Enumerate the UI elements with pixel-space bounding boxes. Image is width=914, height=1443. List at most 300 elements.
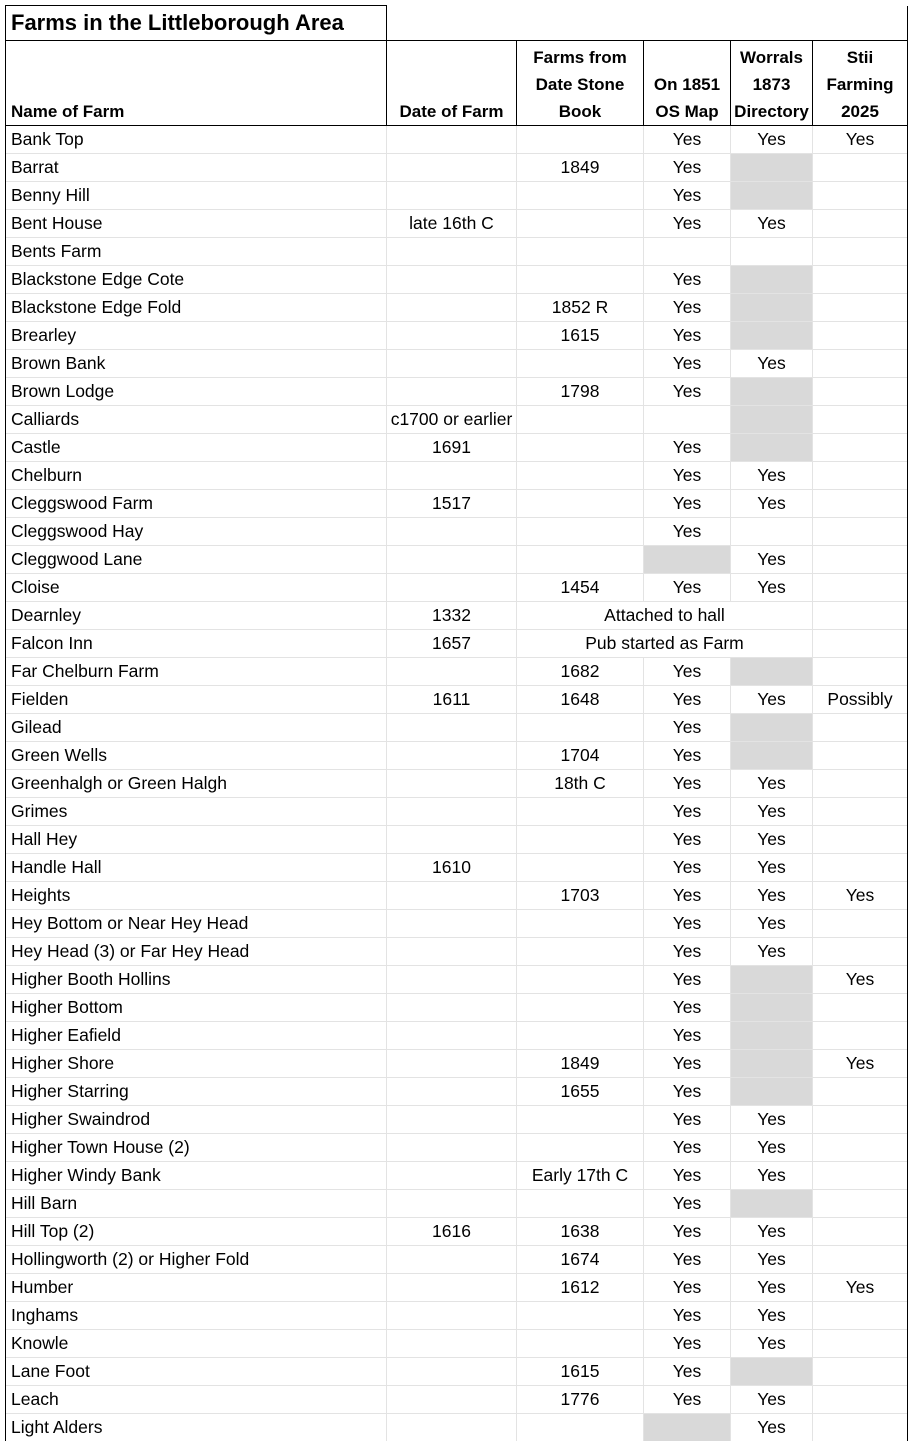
worrals-cell[interactable] <box>731 238 813 266</box>
date-of-farm-cell[interactable]: 1611 <box>387 686 517 714</box>
farm-name-cell[interactable]: Brown Lodge <box>6 378 387 406</box>
date-of-farm-cell[interactable] <box>387 1050 517 1078</box>
worrals-cell[interactable]: Yes <box>731 350 813 378</box>
farm-name-cell[interactable]: Far Chelburn Farm <box>6 658 387 686</box>
date-stone-cell[interactable] <box>517 854 644 882</box>
os-map-cell[interactable]: Yes <box>644 910 731 938</box>
os-map-cell[interactable]: Yes <box>644 1330 731 1358</box>
date-stone-cell[interactable]: 1798 <box>517 378 644 406</box>
date-of-farm-cell[interactable]: 1657 <box>387 630 517 658</box>
date-stone-cell[interactable] <box>517 1330 644 1358</box>
date-stone-cell[interactable] <box>517 1022 644 1050</box>
os-map-cell[interactable]: Yes <box>644 1022 731 1050</box>
still-farming-cell[interactable] <box>813 1414 908 1442</box>
still-farming-cell[interactable] <box>813 490 908 518</box>
date-stone-cell[interactable]: 1849 <box>517 154 644 182</box>
date-stone-cell[interactable] <box>517 126 644 154</box>
still-farming-cell[interactable] <box>813 910 908 938</box>
date-of-farm-cell[interactable] <box>387 742 517 770</box>
still-farming-cell[interactable] <box>813 630 908 658</box>
date-of-farm-cell[interactable] <box>387 826 517 854</box>
date-of-farm-cell[interactable] <box>387 938 517 966</box>
os-map-cell[interactable] <box>644 1414 731 1442</box>
farm-name-cell[interactable]: Hall Hey <box>6 826 387 854</box>
farm-name-cell[interactable]: Grimes <box>6 798 387 826</box>
still-farming-cell[interactable] <box>813 462 908 490</box>
date-stone-cell[interactable] <box>517 490 644 518</box>
farm-name-cell[interactable]: Light Alders <box>6 1414 387 1442</box>
still-farming-cell[interactable] <box>813 1386 908 1414</box>
farm-name-cell[interactable]: Hey Head (3) or Far Hey Head <box>6 938 387 966</box>
farm-name-cell[interactable]: Lane Foot <box>6 1358 387 1386</box>
worrals-cell[interactable]: Yes <box>731 1386 813 1414</box>
still-farming-cell[interactable] <box>813 1078 908 1106</box>
farm-name-cell[interactable]: Higher Windy Bank <box>6 1162 387 1190</box>
farm-name-cell[interactable]: Hill Barn <box>6 1190 387 1218</box>
farm-name-cell[interactable]: Cloise <box>6 574 387 602</box>
worrals-cell[interactable]: Yes <box>731 1414 813 1442</box>
farm-name-cell[interactable]: Bent House <box>6 210 387 238</box>
still-farming-cell[interactable] <box>813 742 908 770</box>
farm-name-cell[interactable]: Brearley <box>6 322 387 350</box>
still-farming-cell[interactable] <box>813 602 908 630</box>
date-stone-cell[interactable]: 1648 <box>517 686 644 714</box>
date-of-farm-cell[interactable] <box>387 1190 517 1218</box>
date-stone-cell[interactable] <box>517 1106 644 1134</box>
os-map-cell[interactable]: Yes <box>644 518 731 546</box>
still-farming-cell[interactable] <box>813 518 908 546</box>
date-of-farm-cell[interactable] <box>387 1414 517 1442</box>
worrals-cell[interactable] <box>731 1358 813 1386</box>
os-map-cell[interactable]: Yes <box>644 1190 731 1218</box>
farm-name-cell[interactable]: Higher Bottom <box>6 994 387 1022</box>
farm-name-cell[interactable]: Blackstone Edge Fold <box>6 294 387 322</box>
blank-cell[interactable] <box>731 6 813 41</box>
farm-name-cell[interactable]: Cleggwood Lane <box>6 546 387 574</box>
date-of-farm-cell[interactable] <box>387 350 517 378</box>
os-map-cell[interactable]: Yes <box>644 966 731 994</box>
worrals-cell[interactable] <box>731 742 813 770</box>
farm-name-cell[interactable]: Hey Bottom or Near Hey Head <box>6 910 387 938</box>
date-stone-cell[interactable]: 1852 R <box>517 294 644 322</box>
os-map-cell[interactable]: Yes <box>644 154 731 182</box>
worrals-cell[interactable]: Yes <box>731 1330 813 1358</box>
date-of-farm-cell[interactable] <box>387 546 517 574</box>
os-map-cell[interactable]: Yes <box>644 742 731 770</box>
date-of-farm-cell[interactable] <box>387 966 517 994</box>
date-of-farm-cell[interactable] <box>387 1302 517 1330</box>
date-stone-cell[interactable] <box>517 434 644 462</box>
os-map-cell[interactable]: Yes <box>644 798 731 826</box>
blank-cell[interactable] <box>517 6 644 41</box>
table-row <box>6 658 908 686</box>
os-map-cell[interactable]: Yes <box>644 994 731 1022</box>
date-of-farm-cell[interactable] <box>387 266 517 294</box>
worrals-cell[interactable]: Yes <box>731 854 813 882</box>
date-of-farm-cell[interactable] <box>387 882 517 910</box>
os-map-cell[interactable]: Yes <box>644 882 731 910</box>
date-stone-cell[interactable] <box>517 210 644 238</box>
farm-name-cell[interactable]: Gilead <box>6 714 387 742</box>
os-map-cell[interactable]: Yes <box>644 686 731 714</box>
still-farming-cell[interactable] <box>813 658 908 686</box>
farm-name-cell[interactable]: Humber <box>6 1274 387 1302</box>
still-farming-cell[interactable] <box>813 322 908 350</box>
farm-name-cell[interactable]: Falcon Inn <box>6 630 387 658</box>
date-stone-cell[interactable] <box>517 1190 644 1218</box>
worrals-cell[interactable] <box>731 1190 813 1218</box>
date-of-farm-cell[interactable] <box>387 378 517 406</box>
still-farming-cell[interactable] <box>813 994 908 1022</box>
worrals-cell[interactable] <box>731 518 813 546</box>
os-map-cell[interactable]: Yes <box>644 1246 731 1274</box>
date-stone-cell[interactable] <box>517 798 644 826</box>
date-of-farm-cell[interactable] <box>387 294 517 322</box>
still-farming-cell[interactable]: Possibly <box>813 686 908 714</box>
worrals-cell[interactable] <box>731 1078 813 1106</box>
still-farming-cell[interactable]: Yes <box>813 966 908 994</box>
date-stone-cell[interactable] <box>517 994 644 1022</box>
os-map-cell[interactable] <box>644 546 731 574</box>
farm-name-cell[interactable]: Castle <box>6 434 387 462</box>
date-of-farm-cell[interactable] <box>387 1134 517 1162</box>
worrals-cell[interactable] <box>731 994 813 1022</box>
still-farming-cell[interactable] <box>813 854 908 882</box>
date-of-farm-cell[interactable] <box>387 518 517 546</box>
date-of-farm-cell[interactable] <box>387 1106 517 1134</box>
still-farming-cell[interactable] <box>813 1162 908 1190</box>
date-stone-cell[interactable]: 1849 <box>517 1050 644 1078</box>
still-farming-cell[interactable] <box>813 294 908 322</box>
date-of-farm-cell[interactable]: c1700 or earlier <box>387 406 517 434</box>
date-stone-cell[interactable] <box>517 966 644 994</box>
date-of-farm-cell[interactable] <box>387 462 517 490</box>
os-map-cell[interactable]: Yes <box>644 210 731 238</box>
worrals-cell[interactable] <box>731 434 813 462</box>
still-farming-cell[interactable] <box>813 238 908 266</box>
blank-cell[interactable] <box>813 6 908 41</box>
farm-name-cell[interactable]: Barrat <box>6 154 387 182</box>
date-of-farm-cell[interactable]: 1517 <box>387 490 517 518</box>
os-map-cell[interactable]: Yes <box>644 490 731 518</box>
worrals-cell[interactable] <box>731 378 813 406</box>
worrals-cell[interactable]: Yes <box>731 1106 813 1134</box>
os-map-cell[interactable]: Yes <box>644 1050 731 1078</box>
os-map-cell[interactable]: Yes <box>644 294 731 322</box>
os-map-cell[interactable]: Yes <box>644 854 731 882</box>
worrals-cell[interactable]: Yes <box>731 1274 813 1302</box>
table-row <box>6 994 908 1022</box>
date-stone-cell[interactable]: Early 17th C <box>517 1162 644 1190</box>
worrals-cell[interactable]: Yes <box>731 546 813 574</box>
os-map-cell[interactable]: Yes <box>644 1358 731 1386</box>
still-farming-cell[interactable] <box>813 1302 908 1330</box>
still-farming-cell[interactable]: Yes <box>813 1274 908 1302</box>
still-farming-cell[interactable] <box>813 1246 908 1274</box>
date-stone-cell[interactable] <box>517 266 644 294</box>
date-stone-cell[interactable] <box>517 714 644 742</box>
date-of-farm-cell[interactable] <box>387 798 517 826</box>
date-stone-cell[interactable] <box>517 518 644 546</box>
worrals-cell[interactable] <box>731 966 813 994</box>
table-row <box>6 546 908 574</box>
os-map-cell[interactable]: Yes <box>644 714 731 742</box>
farm-name-cell[interactable]: Greenhalgh or Green Halgh <box>6 770 387 798</box>
farm-name-cell[interactable]: Higher Swaindrod <box>6 1106 387 1134</box>
still-farming-cell[interactable] <box>813 938 908 966</box>
date-of-farm-cell[interactable] <box>387 1274 517 1302</box>
date-stone-cell[interactable]: 1612 <box>517 1274 644 1302</box>
merged-note-cell[interactable]: Attached to hall <box>517 602 813 630</box>
worrals-cell[interactable] <box>731 154 813 182</box>
date-stone-cell[interactable] <box>517 910 644 938</box>
date-stone-cell[interactable] <box>517 1134 644 1162</box>
farm-name-cell[interactable]: Hollingworth (2) or Higher Fold <box>6 1246 387 1274</box>
worrals-cell[interactable]: Yes <box>731 126 813 154</box>
still-farming-cell[interactable] <box>813 770 908 798</box>
farm-name-cell[interactable]: Green Wells <box>6 742 387 770</box>
still-farming-cell[interactable] <box>813 182 908 210</box>
date-of-farm-cell[interactable] <box>387 1078 517 1106</box>
os-map-cell[interactable]: Yes <box>644 938 731 966</box>
table-row <box>6 910 908 938</box>
worrals-cell[interactable]: Yes <box>731 798 813 826</box>
worrals-cell[interactable]: Yes <box>731 1246 813 1274</box>
worrals-cell[interactable] <box>731 1022 813 1050</box>
worrals-cell[interactable] <box>731 294 813 322</box>
os-map-cell[interactable]: Yes <box>644 1218 731 1246</box>
os-map-cell[interactable]: Yes <box>644 1302 731 1330</box>
worrals-cell[interactable] <box>731 322 813 350</box>
date-of-farm-cell[interactable] <box>387 322 517 350</box>
os-map-cell[interactable]: Yes <box>644 462 731 490</box>
date-stone-cell[interactable]: 1704 <box>517 742 644 770</box>
date-stone-cell[interactable] <box>517 182 644 210</box>
farm-name-cell[interactable]: Calliards <box>6 406 387 434</box>
still-farming-cell[interactable] <box>813 826 908 854</box>
date-stone-cell[interactable] <box>517 938 644 966</box>
date-of-farm-cell[interactable]: 1332 <box>387 602 517 630</box>
os-map-cell[interactable]: Yes <box>644 1274 731 1302</box>
os-map-cell[interactable] <box>644 406 731 434</box>
date-of-farm-cell[interactable] <box>387 658 517 686</box>
worrals-cell[interactable]: Yes <box>731 882 813 910</box>
worrals-cell[interactable] <box>731 406 813 434</box>
still-farming-cell[interactable] <box>813 266 908 294</box>
date-stone-cell[interactable] <box>517 350 644 378</box>
farm-name-cell[interactable]: Bents Farm <box>6 238 387 266</box>
merged-note-cell[interactable]: Pub started as Farm <box>517 630 813 658</box>
worrals-cell[interactable]: Yes <box>731 462 813 490</box>
os-map-cell[interactable]: Yes <box>644 434 731 462</box>
farm-name-cell[interactable]: Higher Shore <box>6 1050 387 1078</box>
still-farming-cell[interactable]: Yes <box>813 126 908 154</box>
os-map-cell[interactable]: Yes <box>644 1162 731 1190</box>
farm-name-cell[interactable]: Cleggswood Farm <box>6 490 387 518</box>
table-row <box>6 1022 908 1050</box>
still-farming-cell[interactable]: Yes <box>813 882 908 910</box>
os-map-cell[interactable] <box>644 238 731 266</box>
farm-name-cell[interactable]: Higher Booth Hollins <box>6 966 387 994</box>
os-map-cell[interactable]: Yes <box>644 182 731 210</box>
table-row <box>6 1246 908 1274</box>
farm-name-cell[interactable]: Higher Town House (2) <box>6 1134 387 1162</box>
still-farming-cell[interactable] <box>813 1330 908 1358</box>
date-of-farm-cell[interactable] <box>387 1162 517 1190</box>
worrals-cell[interactable] <box>731 1050 813 1078</box>
still-farming-cell[interactable] <box>813 1106 908 1134</box>
farm-name-cell[interactable]: Leach <box>6 1386 387 1414</box>
date-stone-cell[interactable]: 1776 <box>517 1386 644 1414</box>
worrals-cell[interactable] <box>731 266 813 294</box>
farm-name-cell[interactable]: Higher Eafield <box>6 1022 387 1050</box>
os-map-cell[interactable]: Yes <box>644 350 731 378</box>
sheet-title[interactable]: Farms in the Littleborough Area <box>6 6 387 41</box>
still-farming-cell[interactable] <box>813 1218 908 1246</box>
still-farming-cell[interactable] <box>813 574 908 602</box>
date-of-farm-cell[interactable] <box>387 126 517 154</box>
date-stone-cell[interactable]: 1615 <box>517 1358 644 1386</box>
header-still-farming-2025[interactable]: Stii Farming 2025 <box>813 41 908 126</box>
date-stone-cell[interactable] <box>517 406 644 434</box>
header-date-of-farm[interactable]: Date of Farm <box>387 41 517 126</box>
still-farming-cell[interactable] <box>813 210 908 238</box>
farm-name-cell[interactable]: Chelburn <box>6 462 387 490</box>
worrals-cell[interactable]: Yes <box>731 686 813 714</box>
date-of-farm-cell[interactable] <box>387 1022 517 1050</box>
os-map-cell[interactable]: Yes <box>644 322 731 350</box>
date-of-farm-cell[interactable]: 1691 <box>387 434 517 462</box>
os-map-cell[interactable]: Yes <box>644 266 731 294</box>
worrals-cell[interactable]: Yes <box>731 490 813 518</box>
date-stone-cell[interactable] <box>517 462 644 490</box>
date-of-farm-cell[interactable] <box>387 574 517 602</box>
os-map-cell[interactable]: Yes <box>644 126 731 154</box>
date-of-farm-cell[interactable] <box>387 770 517 798</box>
date-stone-cell[interactable]: 1674 <box>517 1246 644 1274</box>
os-map-cell[interactable]: Yes <box>644 770 731 798</box>
date-of-farm-cell[interactable] <box>387 994 517 1022</box>
farm-name-cell[interactable]: Handle Hall <box>6 854 387 882</box>
farm-name-cell[interactable]: Knowle <box>6 1330 387 1358</box>
farm-name-cell[interactable]: Blackstone Edge Cote <box>6 266 387 294</box>
worrals-cell[interactable]: Yes <box>731 1302 813 1330</box>
worrals-cell[interactable]: Yes <box>731 938 813 966</box>
worrals-cell[interactable] <box>731 714 813 742</box>
worrals-cell[interactable]: Yes <box>731 1134 813 1162</box>
worrals-cell[interactable]: Yes <box>731 1218 813 1246</box>
date-of-farm-cell[interactable] <box>387 154 517 182</box>
farm-name-cell[interactable]: Brown Bank <box>6 350 387 378</box>
date-stone-cell[interactable]: 1454 <box>517 574 644 602</box>
os-map-cell[interactable]: Yes <box>644 1106 731 1134</box>
farm-name-cell[interactable]: Fielden <box>6 686 387 714</box>
table-row <box>6 742 908 770</box>
date-stone-cell[interactable] <box>517 238 644 266</box>
worrals-cell[interactable]: Yes <box>731 210 813 238</box>
still-farming-cell[interactable] <box>813 546 908 574</box>
date-of-farm-cell[interactable] <box>387 714 517 742</box>
table-row <box>6 882 908 910</box>
date-stone-cell[interactable]: 1655 <box>517 1078 644 1106</box>
still-farming-cell[interactable] <box>813 406 908 434</box>
still-farming-cell[interactable] <box>813 1134 908 1162</box>
date-stone-cell[interactable]: 1638 <box>517 1218 644 1246</box>
date-of-farm-cell[interactable] <box>387 1330 517 1358</box>
blank-cell[interactable] <box>644 6 731 41</box>
table-row <box>6 1162 908 1190</box>
date-stone-cell[interactable]: 18th C <box>517 770 644 798</box>
still-farming-cell[interactable] <box>813 378 908 406</box>
worrals-cell[interactable]: Yes <box>731 826 813 854</box>
date-stone-cell[interactable]: 1703 <box>517 882 644 910</box>
date-of-farm-cell[interactable]: 1610 <box>387 854 517 882</box>
date-stone-cell[interactable]: 1682 <box>517 658 644 686</box>
farm-name-cell[interactable]: Cleggswood Hay <box>6 518 387 546</box>
blank-cell[interactable] <box>387 6 517 41</box>
farm-name-cell[interactable]: Inghams <box>6 1302 387 1330</box>
farm-name-cell[interactable]: Higher Starring <box>6 1078 387 1106</box>
os-map-cell[interactable]: Yes <box>644 658 731 686</box>
worrals-cell[interactable] <box>731 658 813 686</box>
date-of-farm-cell[interactable] <box>387 182 517 210</box>
os-map-cell[interactable]: Yes <box>644 1078 731 1106</box>
os-map-cell[interactable]: Yes <box>644 826 731 854</box>
date-of-farm-cell[interactable] <box>387 1358 517 1386</box>
header-1851-os-map[interactable]: On 1851 OS Map <box>644 41 731 126</box>
still-farming-cell[interactable] <box>813 714 908 742</box>
date-of-farm-cell[interactable] <box>387 238 517 266</box>
date-stone-cell[interactable] <box>517 546 644 574</box>
date-of-farm-cell[interactable]: 1616 <box>387 1218 517 1246</box>
worrals-cell[interactable]: Yes <box>731 1162 813 1190</box>
worrals-cell[interactable] <box>731 182 813 210</box>
date-of-farm-cell[interactable] <box>387 910 517 938</box>
farm-name-cell[interactable]: Bank Top <box>6 126 387 154</box>
still-farming-cell[interactable]: Yes <box>813 1050 908 1078</box>
header-date-stone-book[interactable]: Farms from Date Stone Book <box>517 41 644 126</box>
date-of-farm-cell[interactable] <box>387 1246 517 1274</box>
still-farming-cell[interactable] <box>813 1190 908 1218</box>
farm-name-cell[interactable]: Dearnley <box>6 602 387 630</box>
still-farming-cell[interactable] <box>813 1022 908 1050</box>
date-stone-cell[interactable] <box>517 1414 644 1442</box>
os-map-cell[interactable]: Yes <box>644 1134 731 1162</box>
worrals-cell[interactable]: Yes <box>731 574 813 602</box>
worrals-cell[interactable]: Yes <box>731 910 813 938</box>
date-of-farm-cell[interactable] <box>387 1386 517 1414</box>
still-farming-cell[interactable] <box>813 1358 908 1386</box>
still-farming-cell[interactable] <box>813 350 908 378</box>
header-worrals-1873[interactable]: Worrals 1873 Directory <box>731 41 813 126</box>
farm-name-cell[interactable]: Hill Top (2) <box>6 1218 387 1246</box>
farm-name-cell[interactable]: Benny Hill <box>6 182 387 210</box>
date-of-farm-cell[interactable]: late 16th C <box>387 210 517 238</box>
date-stone-cell[interactable] <box>517 1302 644 1330</box>
table-row <box>6 266 908 294</box>
still-farming-cell[interactable] <box>813 154 908 182</box>
farm-name-cell[interactable]: Heights <box>6 882 387 910</box>
os-map-cell[interactable]: Yes <box>644 378 731 406</box>
still-farming-cell[interactable] <box>813 434 908 462</box>
date-stone-cell[interactable] <box>517 826 644 854</box>
date-stone-cell[interactable]: 1615 <box>517 322 644 350</box>
still-farming-cell[interactable] <box>813 798 908 826</box>
os-map-cell[interactable]: Yes <box>644 574 731 602</box>
worrals-cell[interactable]: Yes <box>731 770 813 798</box>
header-name-of-farm[interactable]: Name of Farm <box>6 41 387 126</box>
os-map-cell[interactable]: Yes <box>644 1386 731 1414</box>
